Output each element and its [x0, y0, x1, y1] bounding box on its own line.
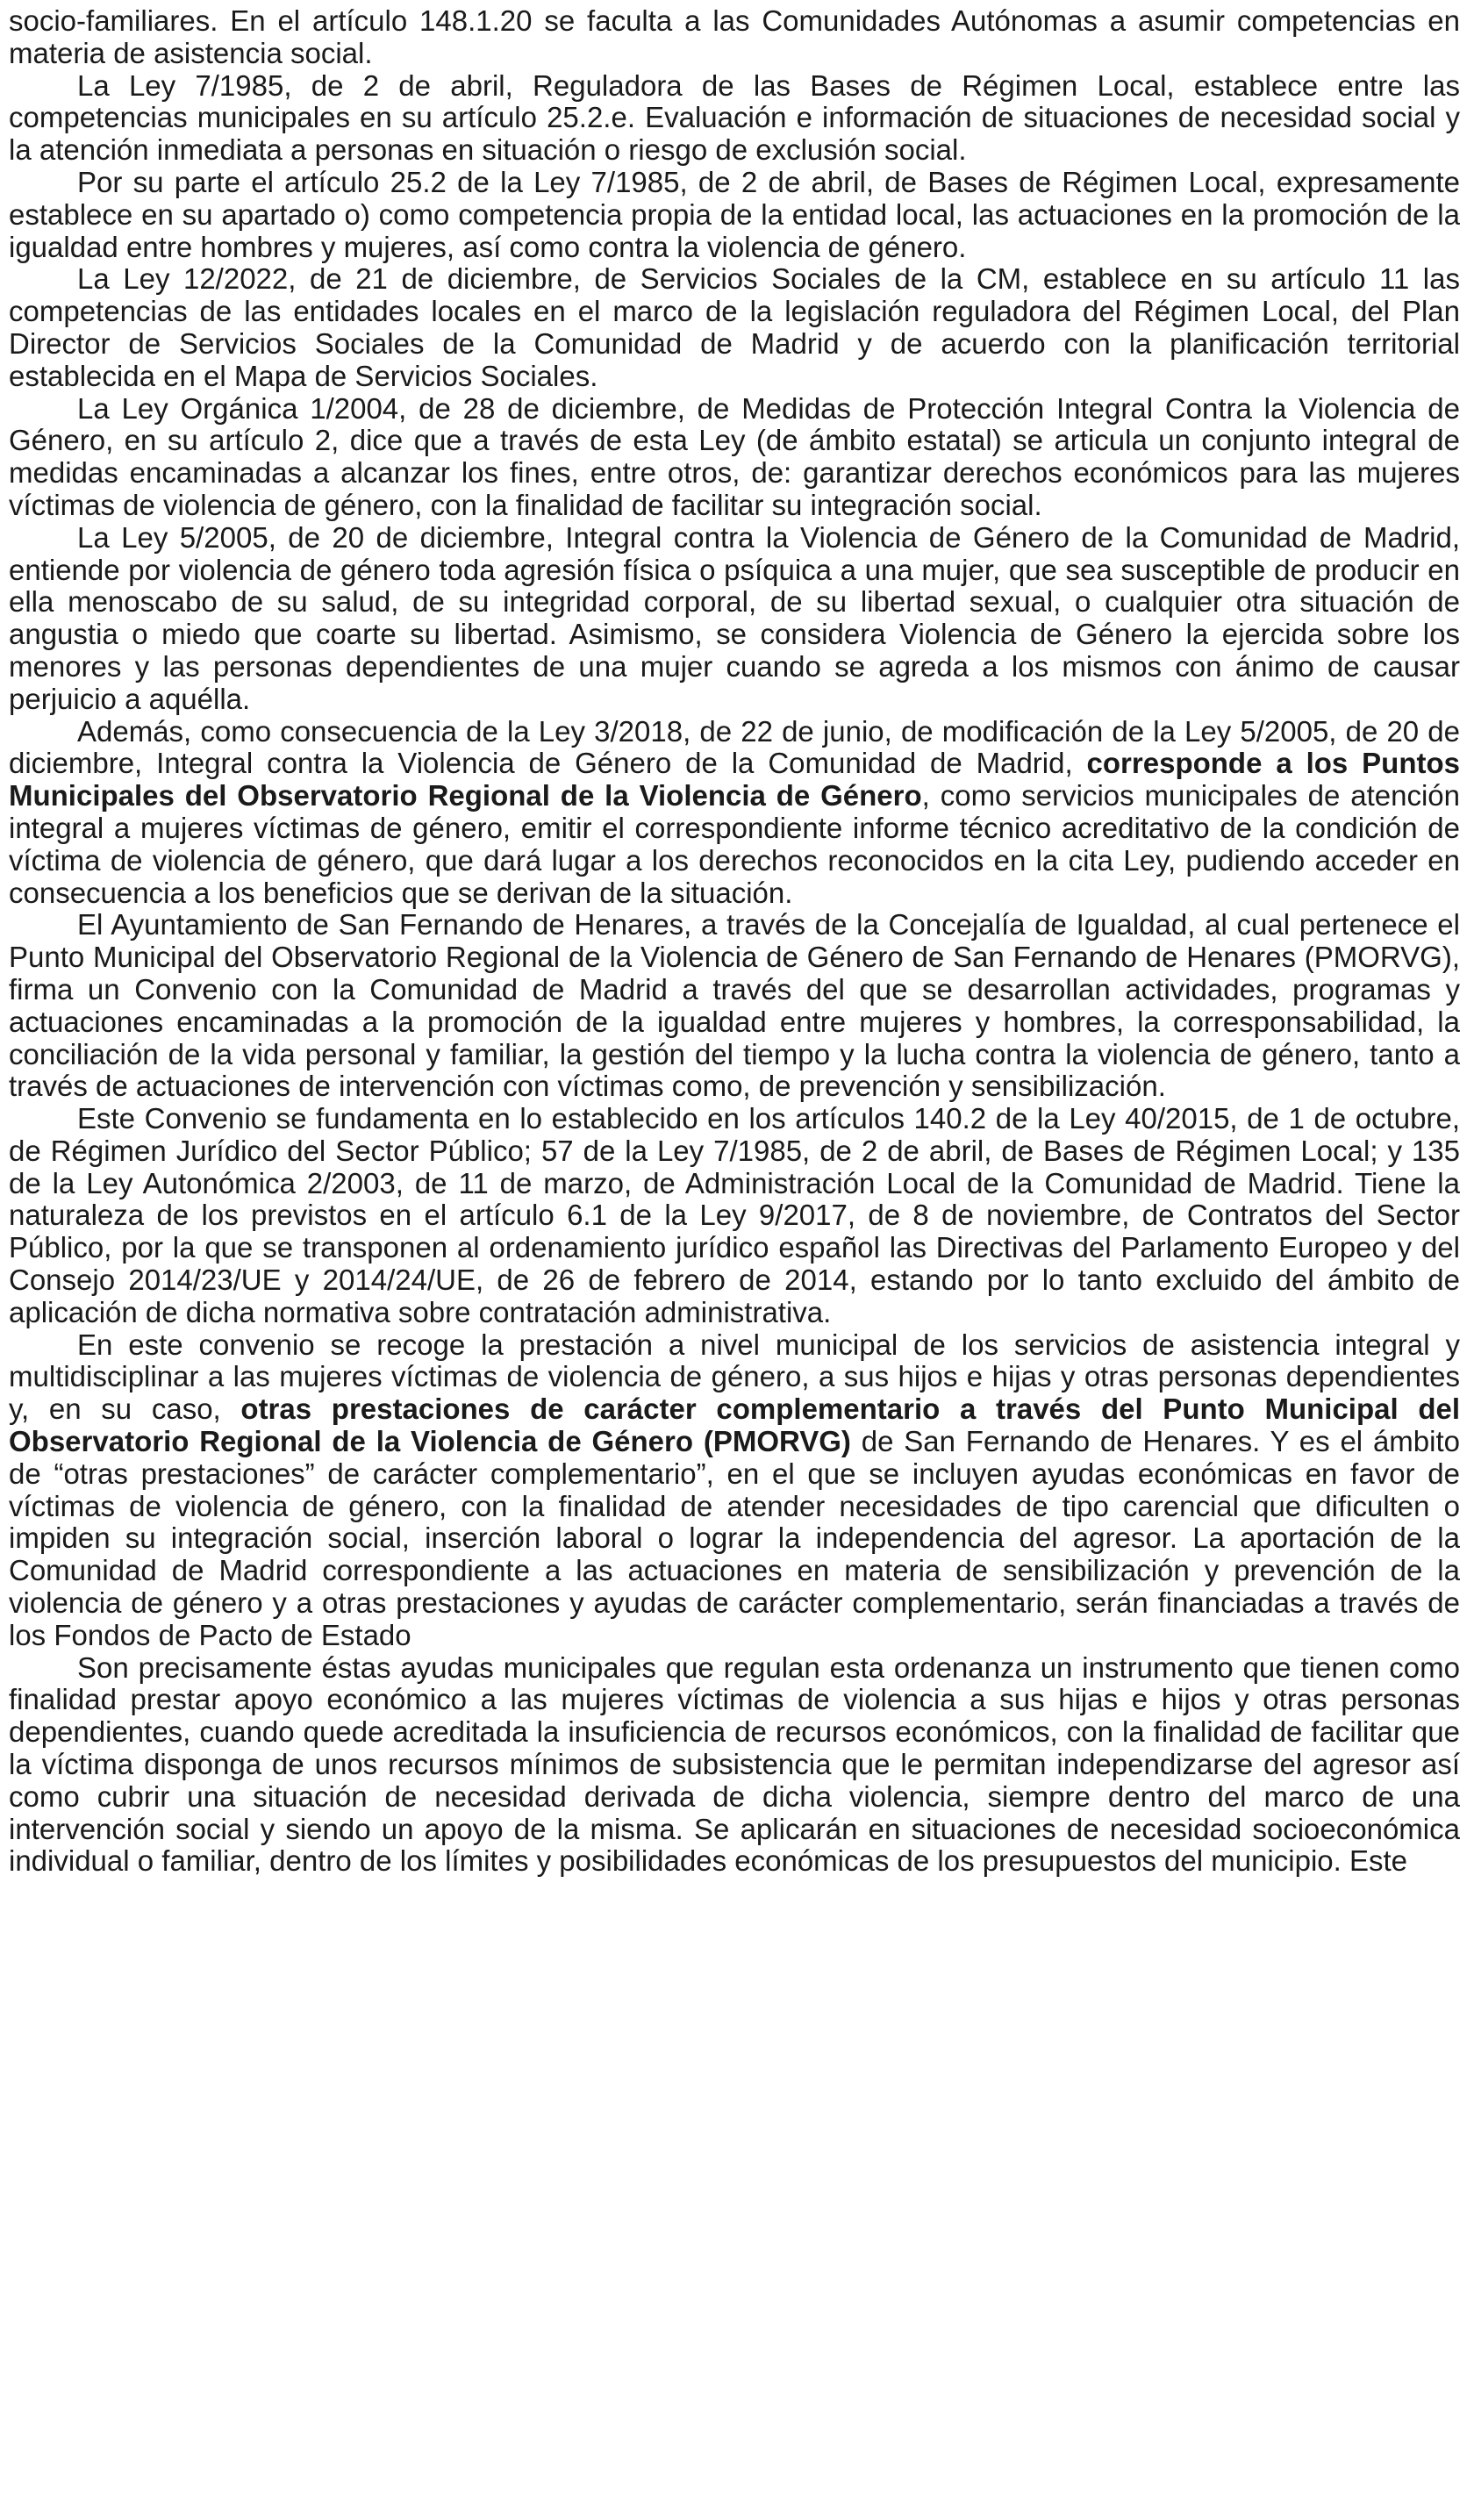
paragraph-11: [9, 1652, 1460, 1879]
document-page: [9, 5, 1460, 1878]
paragraph-text: socio-familiares. En el artículo 148.1.20 se faculta a las Comunidades Autónomas a asumir competencias en materia de asistencia social.: [9, 4, 1460, 69]
bold-emphasis-text: otras prestaciones de carácter complementario a través del Punto Municipal del Observatorio Regional de la Violencia de Género (PMORVG): [9, 1392, 1461, 1458]
paragraph-text: La Ley 7/1985, de 2 de abril, Reguladora de las Bases de Régimen Local, establece entre las competencias municipales en su artículo 25.2.e. Evaluación e información de situaciones de necesidad social y la atención inmediata a personas en situación o riesgo de exclusión social.: [9, 68, 1460, 167]
paragraph-text: Son precisamente éstas ayudas municipales que regulan esta ordenanza un instrumento que tienen como finalidad prestar apoyo económico a las mujeres víctimas de violencia a sus hijas e hijos y otras personas dependientes, cuando quede acreditada la insuficiencia de recursos económicos, con la finalidad de facilitar que la víctima disponga de unos recursos mínimos de subsistencia que le permitan independizarse del agresor así como cubrir una situación de necesidad derivada de dicha violencia, siempre dentro del marco de una intervención social y siendo un apoyo de la misma. Se aplicarán en situaciones de necesidad socioeconómica individual o familiar, dentro de los límites y posibilidades económicas de los presupuestos del municipio. Este: [9, 1650, 1460, 1878]
paragraph-text: La Ley Orgánica 1/2004, de 28 de diciembre, de Medidas de Protección Integral Contra la Violencia de Género, en su artículo 2, dice que a través de esta Ley (de ámbito estatal) se articula un conjunto integral de medidas encaminadas a alcanzar los fines, entre otros, de: garantizar derechos económicos para las mujeres víctimas de violencia de género, con la finalidad de facilitar su integración social.: [9, 391, 1460, 521]
paragraph-text: de San Fernando de Henares. Y es el ámbito de “otras prestaciones” de carácter complementario”, en el que se incluyen ayudas económicas en favor de víctimas de violencia de género, con la finalidad de atender necesidades de tipo carencial que dificulten o impiden su integración social, inserción laboral o lograr la independencia del agresor. La aportación de la Comunidad de Madrid correspondiente a las actuaciones en materia de sensibilización y prevención de la violencia de género y a otras prestaciones y ayudas de carácter complementario, serán financiadas a través de los Fondos de Pacto de Estado: [9, 1425, 1460, 1651]
bold-emphasis-text: corresponde a los Puntos Municipales del Observatorio Regional de la Violencia de Género: [9, 747, 1461, 813]
paragraph-text: Este Convenio se fundamenta en lo establecido en los artículos 140.2 de la Ley 40/2015, de 1 de octubre, de Régimen Jurídico del Sector Público; 57 de la Ley 7/1985, de 2 de abril, de Bases de Régimen Local; y 135 de la Ley Autonómica 2/2003, de 11 de marzo, de Administración Local de la Comunidad de Madrid. Tiene la naturaleza de los previstos en el artículo 6.1 de la Ley 9/2017, de 8 de noviembre, de Contratos del Sector Público, por la que se transponen al ordenamiento jurídico español las Directivas del Parlamento Europeo y del Consejo 2014/23/UE y 2014/24/UE, de 26 de febrero de 2014, estando por lo tanto excluido del ámbito de aplicación de dicha normativa sobre contratación administrativa.: [9, 1102, 1460, 1328]
paragraph-7: [9, 716, 1460, 910]
paragraph-3: [9, 167, 1460, 263]
paragraph-6: [9, 522, 1460, 716]
paragraph-4: [9, 263, 1460, 392]
paragraph-9: [9, 1103, 1460, 1329]
paragraph-10: [9, 1329, 1460, 1652]
paragraph-5: [9, 393, 1460, 522]
paragraph-text: La Ley 12/2022, de 21 de diciembre, de Servicios Sociales de la CM, establece en su artículo 11 las competencias de las entidades locales en el marco de la legislación reguladora del Régimen Local, del Plan Director de Servicios Sociales de la Comunidad de Madrid y de acuerdo con la planificación territorial establecida en el Mapa de Servicios Sociales.: [9, 262, 1460, 392]
paragraph-2: [9, 70, 1460, 167]
paragraph-text: Además, como consecuencia de la Ley 3/2018, de 22 de junio, de modificación de la Ley 5/2005, de 20 de diciembre, Integral contra la Violencia de Género de la Comunidad de Madrid,: [9, 714, 1460, 780]
paragraph-text: En este convenio se recoge la prestación a nivel municipal de los servicios de asistencia integral y multidisciplinar a las mujeres víctimas de violencia de género, a sus hijos e hijas y otras personas dependientes y, en su caso,: [9, 1328, 1460, 1426]
paragraph-1: [9, 5, 1460, 70]
paragraph-text: , como servicios municipales de atención integral a mujeres víctimas de género, emitir el correspondiente informe técnico acreditativo de la condición de víctima de violencia de género, que dará lugar a los derechos reconocidos en la cita Ley, pudiendo acceder en consecuencia a los beneficios que se derivan de la situación.: [9, 779, 1460, 909]
paragraph-text: El Ayuntamiento de San Fernando de Henares, a través de la Concejalía de Igualdad, al cual pertenece el Punto Municipal del Observatorio Regional de la Violencia de Género de San Fernando de Henares (PMORVG), firma un Convenio con la Comunidad de Madrid a través del que se desarrollan actividades, programas y actuaciones encaminadas a la promoción de la igualdad entre mujeres y hombres, la corresponsabilidad, la conciliación de la vida personal y familiar, la gestión del tiempo y la lucha contra la violencia de género, tanto a través de actuaciones de intervención con víctimas como, de prevención y sensibilización.: [9, 908, 1460, 1103]
paragraph-text: Por su parte el artículo 25.2 de la Ley 7/1985, de 2 de abril, de Bases de Régimen Local, expresamente establece en su apartado o) como competencia propia de la entidad local, las actuaciones en la promoción de la igualdad entre hombres y mujeres, así como contra la violencia de género.: [9, 165, 1460, 263]
paragraph-text: La Ley 5/2005, de 20 de diciembre, Integral contra la Violencia de Género de la Comunidad de Madrid, entiende por violencia de género toda agresión física o psíquica a una mujer, que sea susceptible de producir en ella menoscabo de su salud, de su integridad corporal, de su libertad sexual, o cualquier otra situación de angustia o miedo que coarte su libertad. Asimismo, se considera Violencia de Género la ejercida sobre los menores y las personas dependientes de una mujer cuando se agreda a los mismos con ánimo de causar perjuicio a aquélla.: [9, 520, 1460, 715]
paragraph-8: [9, 909, 1460, 1103]
